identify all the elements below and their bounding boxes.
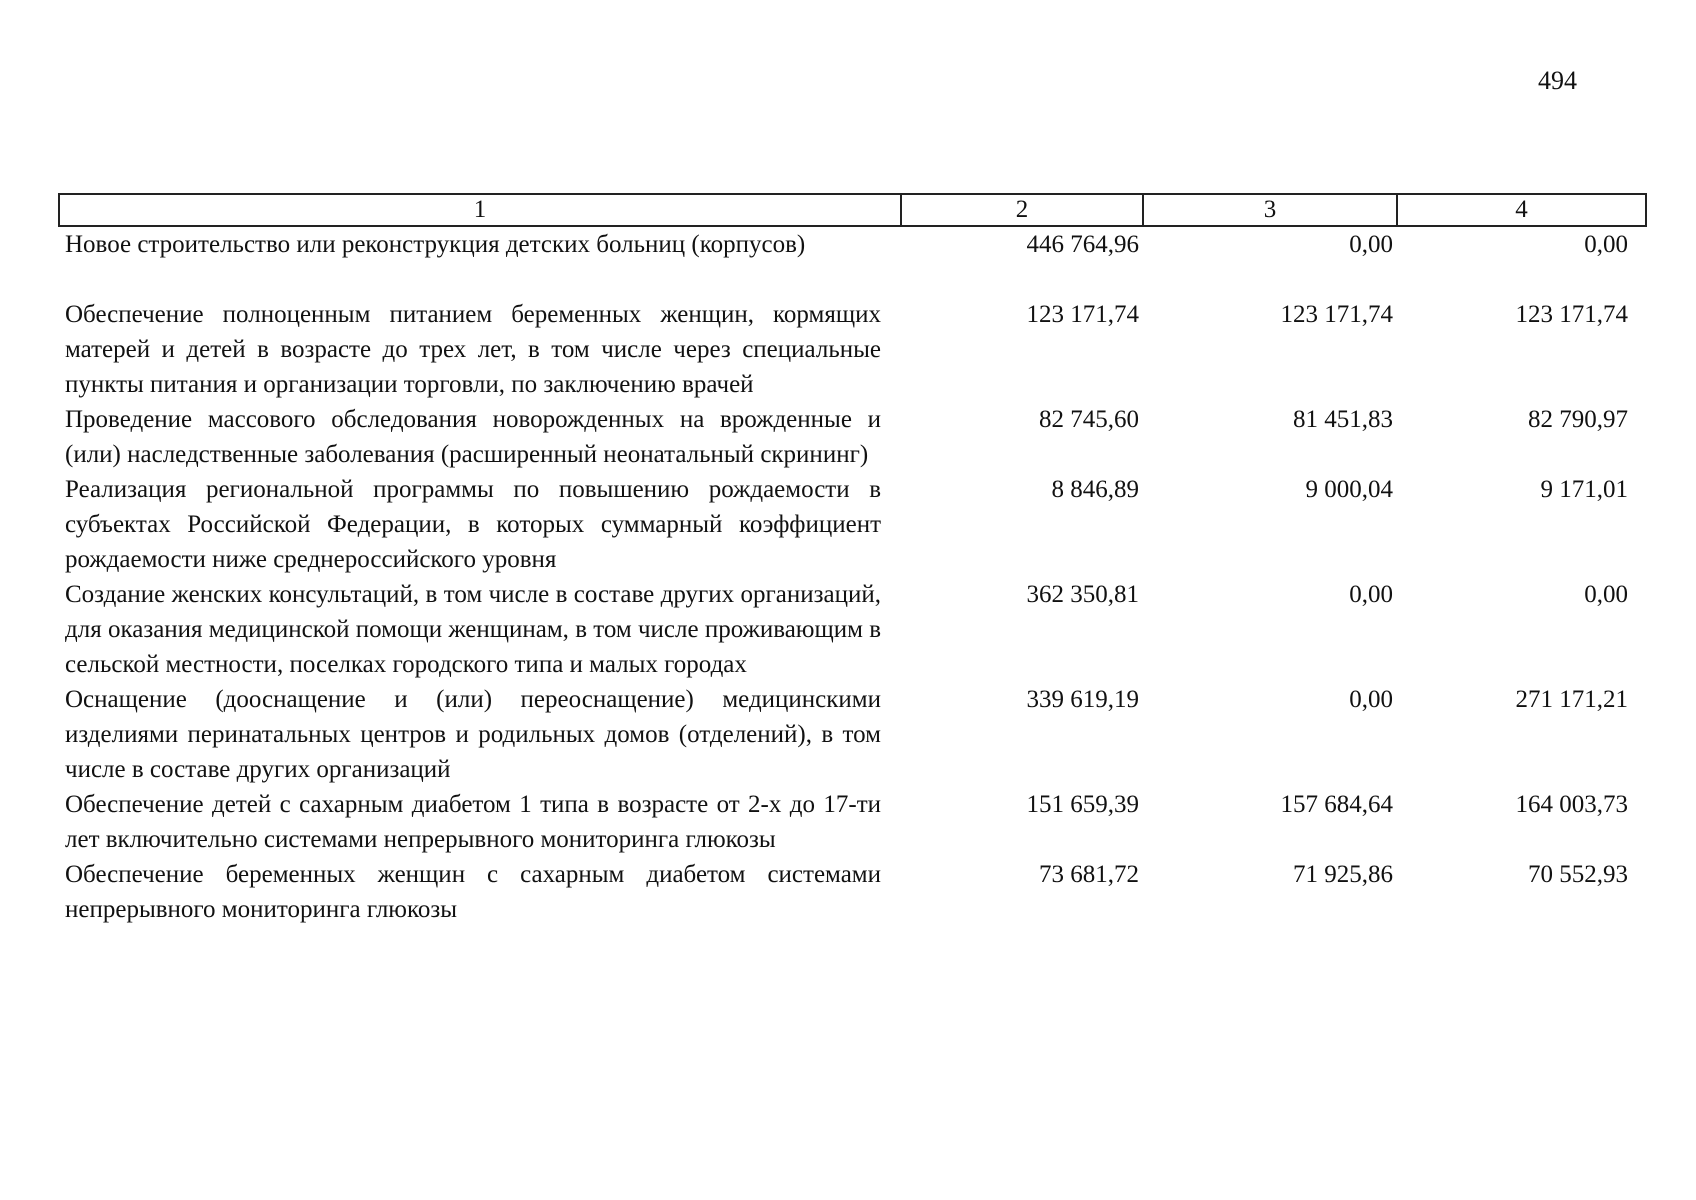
header-col-3: 3	[1143, 194, 1397, 226]
row-value-col-4: 271 171,21	[1515, 686, 1628, 713]
row-value-col-2: 123 171,74	[1026, 301, 1139, 328]
row-value-col-4: 9 171,01	[1540, 476, 1628, 503]
row-value-col-3: 71 925,86	[1293, 861, 1393, 888]
row-value-col-3: 123 171,74	[1280, 301, 1393, 328]
table-row	[59, 472, 1646, 577]
header-col-1: 1	[59, 194, 901, 226]
row-value-col-4: 0,00	[1584, 581, 1628, 608]
table-body	[59, 226, 1646, 927]
page-number: 494	[1538, 66, 1577, 95]
table-row	[59, 402, 1646, 472]
table-row	[59, 297, 1646, 402]
funding-table	[58, 193, 1647, 927]
row-value-col-3: 0,00	[1349, 581, 1393, 608]
table-row	[59, 857, 1646, 927]
header-col-2: 2	[901, 194, 1143, 226]
row-description: Проведение массового обследования новорожденных на врожденные и (или) наследственные заболевания (расширенный неонатальный скрининг)	[65, 406, 881, 468]
row-value-col-3: 0,00	[1349, 231, 1393, 258]
row-description: Новое строительство или реконструкция детских больниц (корпусов)	[65, 231, 806, 258]
row-value-col-4: 82 790,97	[1528, 406, 1628, 433]
header-col-4: 4	[1397, 194, 1646, 226]
row-value-col-2: 8 846,89	[1051, 476, 1139, 503]
row-value-col-4: 70 552,93	[1528, 861, 1628, 888]
row-description: Оснащение (дооснащение и (или) переоснащение) медицинскими изделиями перинатальных центров и родильных домов (отделений), в том числе в составе других организаций	[65, 686, 881, 783]
table-row	[59, 682, 1646, 787]
row-value-col-2: 362 350,81	[1026, 581, 1139, 608]
row-description: Реализация региональной программы по повышению рождаемости в субъектах Российской Федерации, в которых суммарный коэффициент рождаемости ниже среднероссийского уровня	[65, 476, 881, 573]
row-description: Обеспечение беременных женщин с сахарным диабетом системами непрерывного мониторинга глюкозы	[65, 861, 881, 923]
table-header	[59, 194, 1646, 226]
table-row	[59, 577, 1646, 682]
row-value-col-4: 123 171,74	[1515, 301, 1628, 328]
row-value-col-3: 0,00	[1349, 686, 1393, 713]
table-row	[59, 787, 1646, 857]
row-value-col-3: 81 451,83	[1293, 406, 1393, 433]
row-value-col-3: 9 000,04	[1305, 476, 1393, 503]
header-row	[59, 194, 1646, 226]
row-description: Обеспечение детей с сахарным диабетом 1 типа в возрасте от 2-х до 17-ти лет включительно системами непрерывного мониторинга глюкозы	[65, 791, 881, 853]
row-value-col-2: 82 745,60	[1039, 406, 1139, 433]
row-value-col-2: 339 619,19	[1026, 686, 1139, 713]
row-value-col-2: 151 659,39	[1026, 791, 1139, 818]
row-value-col-3: 157 684,64	[1280, 791, 1393, 818]
row-description: Обеспечение полноценным питанием беременных женщин, кормящих матерей и детей в возрасте до трех лет, в том числе через специальные пункты питания и организации торговли, по заключению врачей	[65, 301, 881, 398]
row-value-col-4: 0,00	[1584, 231, 1628, 258]
table-row	[59, 226, 1646, 297]
row-value-col-2: 73 681,72	[1039, 861, 1139, 888]
row-description: Создание женских консультаций, в том числе в составе других организаций, для оказания медицинской помощи женщинам, в том числе проживающим в сельской местности, поселках городского типа и малых городах	[65, 581, 881, 678]
row-value-col-2: 446 764,96	[1026, 231, 1139, 258]
row-value-col-4: 164 003,73	[1515, 791, 1628, 818]
